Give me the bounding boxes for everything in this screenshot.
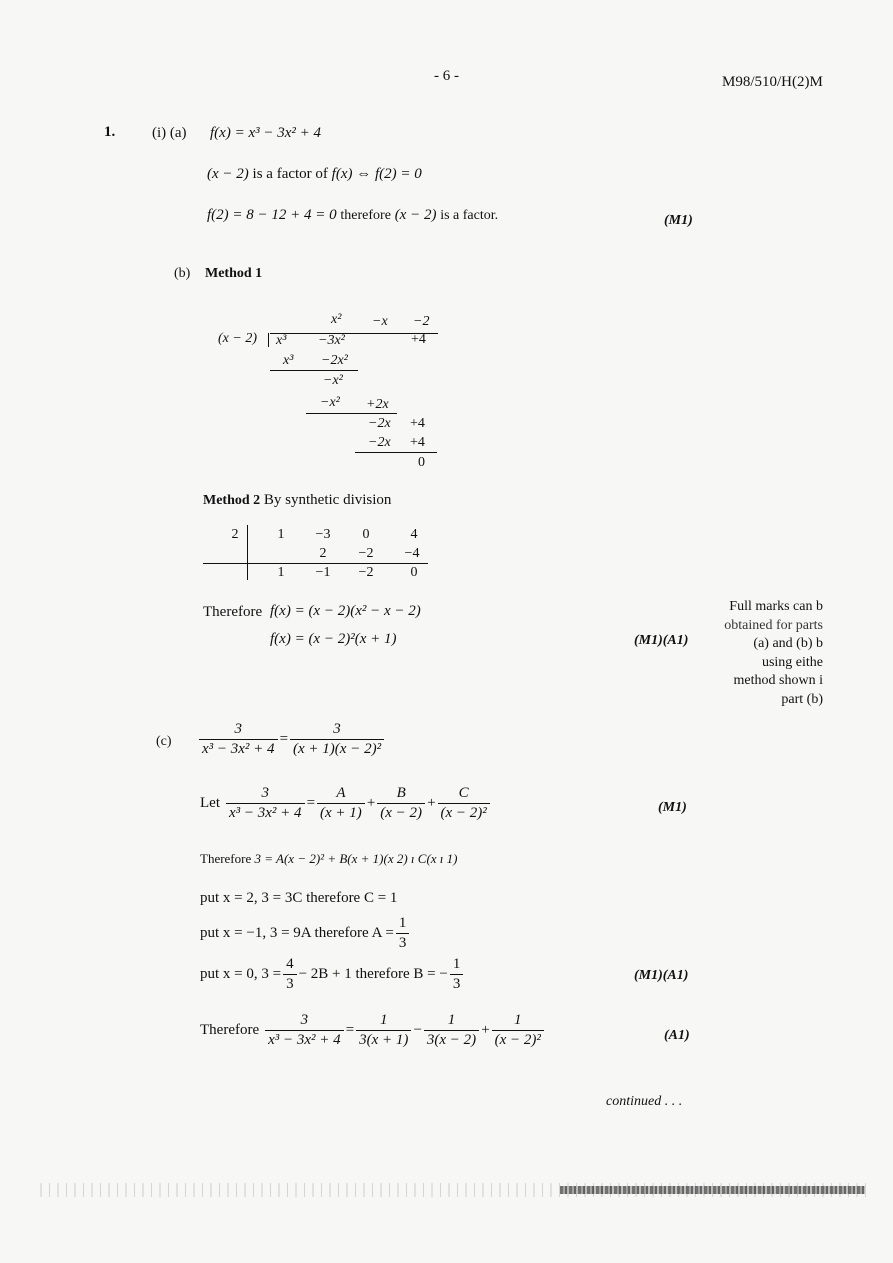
- synthetic-cell: 1: [277, 565, 285, 580]
- synthetic-cell: 0: [362, 527, 370, 542]
- substitution-x-2: put x = 2, 3 = 3C therefore C = 1: [200, 890, 398, 906]
- substitution-x-0: put x = 0, 3 = $\frac{4}{3}$ − 2B + 1 therefore B = − $\frac{1}{3}$: [200, 956, 465, 993]
- subtract-term: −2x²: [321, 353, 348, 368]
- synthetic-cell: −4: [404, 546, 420, 561]
- mark-m1-a1-b: (M1)(A1): [634, 633, 689, 648]
- synthetic-line: [203, 563, 428, 564]
- final-partial-fractions: Therefore $\frac{3}{\text{x³ − 3x² + 4}}$ = $\frac{1}{3(x + 1)}$ − $\frac{1}{3(x - 2)}$ + $\frac{1}{\text{(x − 2)²}}$: [200, 1012, 546, 1049]
- subtract-term: +2x: [366, 397, 389, 412]
- remainder-term: −x²: [323, 373, 343, 388]
- synthetic-root: 2: [231, 527, 239, 542]
- quotient-term: −2: [413, 314, 430, 329]
- factor-statement: (x − 2) is a factor of f(x) ⇔ f(2) = 0: [207, 166, 422, 182]
- synthetic-cell: −2: [358, 546, 374, 561]
- divisor: (x − 2): [218, 331, 257, 346]
- synthetic-divider: [247, 525, 248, 580]
- quotient-term: −x: [372, 314, 388, 329]
- dividend-term: +4: [411, 332, 426, 347]
- subtract-term: −2x: [368, 435, 391, 450]
- method-1-heading: Method 1: [205, 266, 263, 281]
- synthetic-cell: 0: [410, 565, 418, 580]
- equation-partial-1: $\frac{3}{\text{x³ − 3x² + 4}}$ = $\frac{3}{\text{(x + 1)(x − 2)²}}$: [197, 721, 386, 758]
- remainder-term: +4: [410, 416, 425, 431]
- synthetic-cell: 4: [410, 527, 418, 542]
- scan-noise-dark: [560, 1186, 865, 1194]
- subtract-term: −x²: [320, 395, 340, 410]
- part-label-i-a: (i) (a): [152, 125, 187, 141]
- dividend-term: x³: [276, 333, 287, 348]
- synthetic-cell: −1: [315, 565, 331, 580]
- page-number: - 6 -: [434, 68, 459, 84]
- synthetic-cell: −3: [315, 527, 331, 542]
- remainder-term: −2x: [368, 416, 391, 431]
- division-bracket: [268, 333, 269, 347]
- marking-note: Full marks can b obtained for parts (a) and (b) b using eithe method shown i part (b): [724, 599, 823, 707]
- identity-line: Therefore 3 = A(x − 2)² + B(x + 1)(x 2) ı C(x ı 1): [200, 851, 458, 866]
- dividend-term: −3x²: [318, 333, 345, 348]
- mark-m1-a: (M1): [664, 213, 693, 228]
- synthetic-cell: −2: [358, 565, 374, 580]
- partial-fraction-setup: Let $\frac{3}{\text{x³ − 3x² + 4}}$ = $\frac{A}{(x + 1)}$ + $\frac{B}{(x - 2)}$ + $\frac{C}{\text{(x − 2)²}}$: [200, 785, 492, 822]
- mark-a1-c: (A1): [664, 1028, 690, 1043]
- subtract-term: x³: [283, 353, 294, 368]
- synthetic-cell: 2: [319, 546, 327, 561]
- therefore-label: Therefore: [203, 604, 263, 620]
- question-number: 1.: [104, 124, 116, 140]
- subtract-line: [306, 413, 397, 414]
- paper-code: M98/510/H(2)M: [722, 74, 823, 90]
- method-2-heading: Method 2 By synthetic division: [203, 492, 392, 508]
- subtract-line: [270, 370, 358, 371]
- factor-evaluation: f(2) = 8 − 12 + 4 = 0 therefore (x − 2) is a factor.: [207, 207, 499, 223]
- mark-m1-c: (M1): [658, 800, 687, 815]
- factorisation-step-2: f(x) = (x − 2)²(x + 1): [270, 631, 397, 647]
- mark-m1-a1-c: (M1)(A1): [634, 968, 689, 983]
- continued-label: continued . . .: [606, 1094, 683, 1109]
- part-b-label: (b): [174, 266, 191, 281]
- quotient-term: x²: [331, 312, 342, 327]
- synthetic-cell: 1: [277, 527, 285, 542]
- function-definition: f(x) = x³ − 3x² + 4: [210, 125, 321, 141]
- factorisation-step-1: f(x) = (x − 2)(x² − x − 2): [270, 603, 421, 619]
- part-c-label: (c): [156, 734, 172, 749]
- substitution-x-minus-1: put x = −1, 3 = 9A therefore A = $\frac{1}{3}$: [200, 915, 411, 952]
- subtract-term: +4: [410, 435, 425, 450]
- subtract-line: [355, 452, 437, 453]
- final-remainder: 0: [418, 455, 425, 470]
